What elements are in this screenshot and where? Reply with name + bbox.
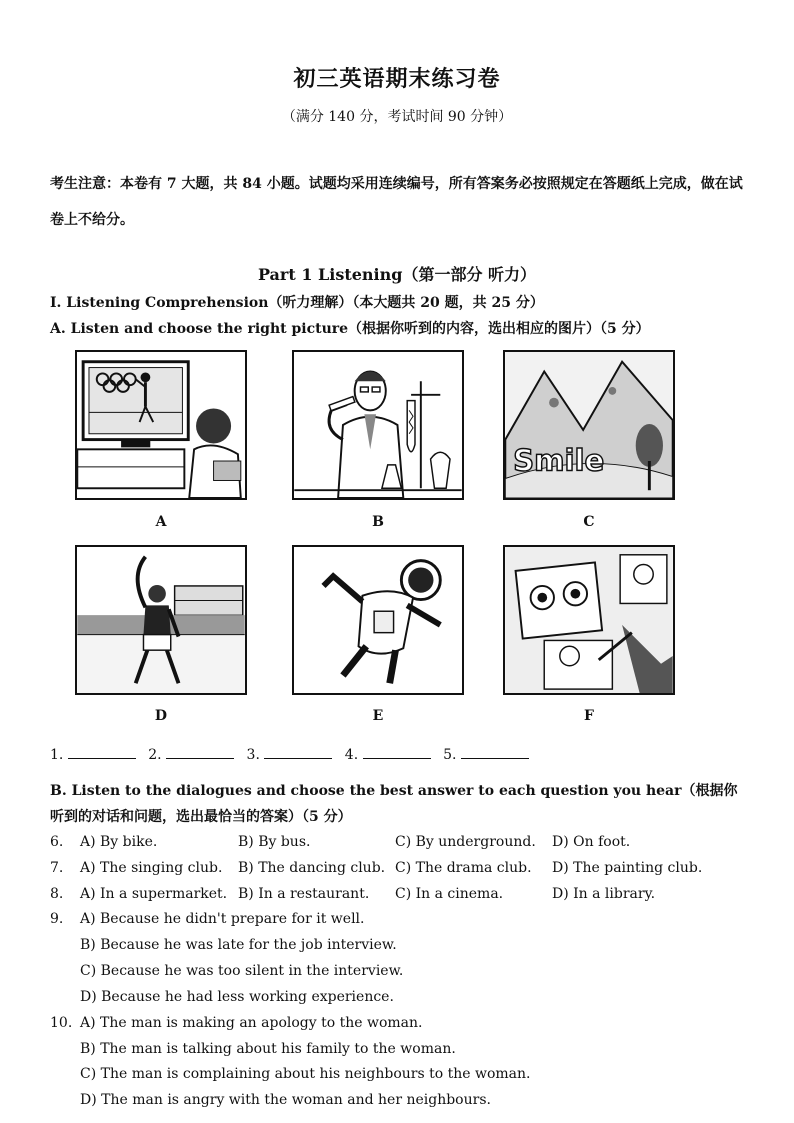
option-b[interactable]: B) By bus. [238, 834, 311, 850]
option-a[interactable]: A) The singing club. [80, 860, 223, 876]
option-a[interactable]: A) Because he didn't prepare for it well. [80, 911, 365, 927]
section-b-heading: B. Listen to the dialogues and choose the best answer to each question you hear（根据你听到的对话和问题，选出最恰当的答案）（5 分） [50, 783, 738, 825]
svg-text:Smile: Smile [513, 443, 605, 478]
option-b[interactable]: B) In a restaurant. [238, 886, 370, 902]
option-a[interactable]: A) In a supermarket. [80, 886, 228, 902]
picture-f-label: F [584, 708, 594, 724]
option-a[interactable]: A) The man is making an apology to the woman. [80, 1015, 423, 1031]
option-c[interactable]: C) The drama club. [395, 860, 532, 876]
page-title: 初三英语期末练习卷 [293, 66, 501, 92]
astronaut-icon [292, 545, 464, 695]
question-number: 8. [50, 886, 64, 902]
question-number: 10. [50, 1015, 73, 1031]
picture-c-label: C [583, 514, 595, 530]
section-1-heading: I. Listening Comprehension（听力理解）（本大题共 20 题，共 25 分） [50, 295, 544, 311]
question-number: 6. [50, 834, 64, 850]
option-d[interactable]: D) In a library. [552, 886, 656, 902]
option-b[interactable]: B) The dancing club. [238, 860, 386, 876]
option-c[interactable]: C) By underground. [395, 834, 536, 850]
section-a-heading: A. Listen and choose the right picture（根据你听到的内容，选出相应的图片）（5 分） [50, 321, 650, 337]
blank-3[interactable] [247, 744, 333, 763]
option-c[interactable]: C) In a cinema. [395, 886, 504, 902]
answer-line[interactable] [461, 744, 529, 759]
q9-option-b[interactable]: B) Because he was late for the job interview. [80, 937, 397, 953]
blank-1[interactable] [50, 744, 136, 763]
hand-drawing-cartoons-icon [503, 545, 675, 695]
man-stretching-icon [75, 545, 247, 695]
answer-line[interactable] [363, 744, 431, 759]
blank-4[interactable] [345, 744, 431, 763]
blank-5[interactable] [443, 744, 529, 763]
blank-number: 4. [344, 747, 359, 763]
q10-option-d[interactable]: D) The man is angry with the woman and her neighbours. [80, 1092, 491, 1108]
blank-number: 2. [148, 747, 162, 763]
option-d[interactable]: D) On foot. [552, 834, 631, 850]
page-subtitle: （满分 140 分，考试时间 90 分钟） [281, 109, 513, 125]
part1-title: Part 1 Listening（第一部分 听力） [257, 265, 537, 284]
answer-line[interactable] [166, 744, 234, 759]
picture-e-label: E [372, 708, 384, 724]
blank-2[interactable] [148, 744, 234, 763]
picture-b-label: B [372, 514, 384, 530]
answer-blanks [50, 744, 537, 763]
answer-line[interactable] [264, 744, 332, 759]
scientist-lab-icon [292, 350, 464, 500]
q9-option-d[interactable]: D) Because he had less working experience. [80, 989, 394, 1005]
q9-option-c[interactable]: C) Because he was too silent in the interview. [80, 963, 404, 979]
q10-option-c[interactable]: C) The man is complaining about his neighbours to the woman. [80, 1066, 531, 1082]
blank-number: 5. [443, 747, 457, 763]
q10-option-b[interactable]: B) The man is talking about his family to the woman. [80, 1041, 456, 1057]
question-number: 7. [50, 860, 64, 876]
answer-line[interactable] [68, 744, 136, 759]
picture-a-label: A [155, 514, 167, 530]
blank-number: 1. [50, 747, 64, 763]
boy-watching-tv-icon [75, 350, 247, 500]
question-number: 9. [50, 911, 64, 927]
picture-d-label: D [154, 708, 168, 724]
option-a[interactable]: A) By bike. [80, 834, 158, 850]
option-d[interactable]: D) The painting club. [552, 860, 703, 876]
exam-notice: 考生注意：本卷有 7 大题，共 84 小题。试题均采用连续编号，所有答案务必按照规定在答题纸上完成，做在试卷上不给分。 [50, 176, 743, 228]
smile-landscape-icon [503, 350, 675, 500]
blank-number: 3. [246, 747, 260, 763]
